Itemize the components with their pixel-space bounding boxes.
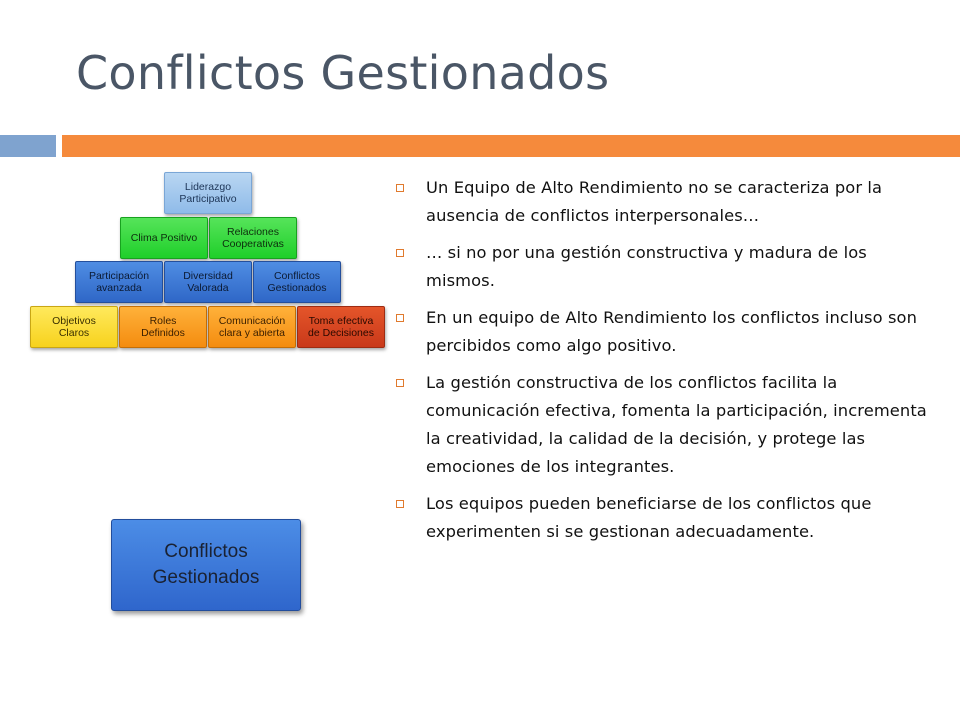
- pyramid-block-liderazgo: Liderazgo Participativo: [164, 172, 252, 214]
- bullet-list: [390, 174, 930, 555]
- bullet-item: [390, 304, 930, 360]
- pyramid-block-toma-decisiones: Toma efectiva de Decisiones: [297, 306, 385, 348]
- square-bullet-icon: [396, 249, 404, 257]
- slide-title: Conflictos Gestionados: [76, 46, 610, 100]
- bullet-item: [390, 174, 930, 230]
- square-bullet-icon: [396, 184, 404, 192]
- bullet-text: Los equipos pueden beneficiarse de los conflictos que experimenten si se gestionan adecuadamente.: [426, 494, 872, 541]
- pyramid-block-roles: Roles Definidos: [119, 306, 207, 348]
- bullet-text: Un Equipo de Alto Rendimiento no se caracteriza por la ausencia de conflictos interpersonales…: [426, 178, 883, 225]
- accent-bar-orange: [62, 135, 960, 157]
- square-bullet-icon: [396, 500, 404, 508]
- pyramid-block-diversidad: Diversidad Valorada: [164, 261, 252, 303]
- pyramid-block-conflictos: Conflictos Gestionados: [253, 261, 341, 303]
- pyramid-block-relaciones: Relaciones Cooperativas: [209, 217, 297, 259]
- square-bullet-icon: [396, 379, 404, 387]
- square-bullet-icon: [396, 314, 404, 322]
- pyramid-block-participacion: Participación avanzada: [75, 261, 163, 303]
- accent-bar-blue: [0, 135, 56, 157]
- bullet-item: [390, 369, 930, 481]
- pyramid-block-comunicacion: Comunicación clara y abierta: [208, 306, 296, 348]
- highlight-box: Conflictos Gestionados: [111, 519, 301, 611]
- bullet-text: En un equipo de Alto Rendimiento los conflictos incluso son percibidos como algo positivo.: [426, 308, 918, 355]
- pyramid-block-objetivos: Objetivos Claros: [30, 306, 118, 348]
- bullet-item: [390, 239, 930, 295]
- bullet-text: La gestión constructiva de los conflictos facilita la comunicación efectiva, fomenta la participación, incrementa la creatividad, la calidad de la decisión, y protege las emociones de los integrantes.: [426, 373, 927, 476]
- pyramid-block-clima: Clima Positivo: [120, 217, 208, 259]
- bullet-text: … si no por una gestión constructiva y madura de los mismos.: [426, 243, 867, 290]
- bullet-item: [390, 490, 930, 546]
